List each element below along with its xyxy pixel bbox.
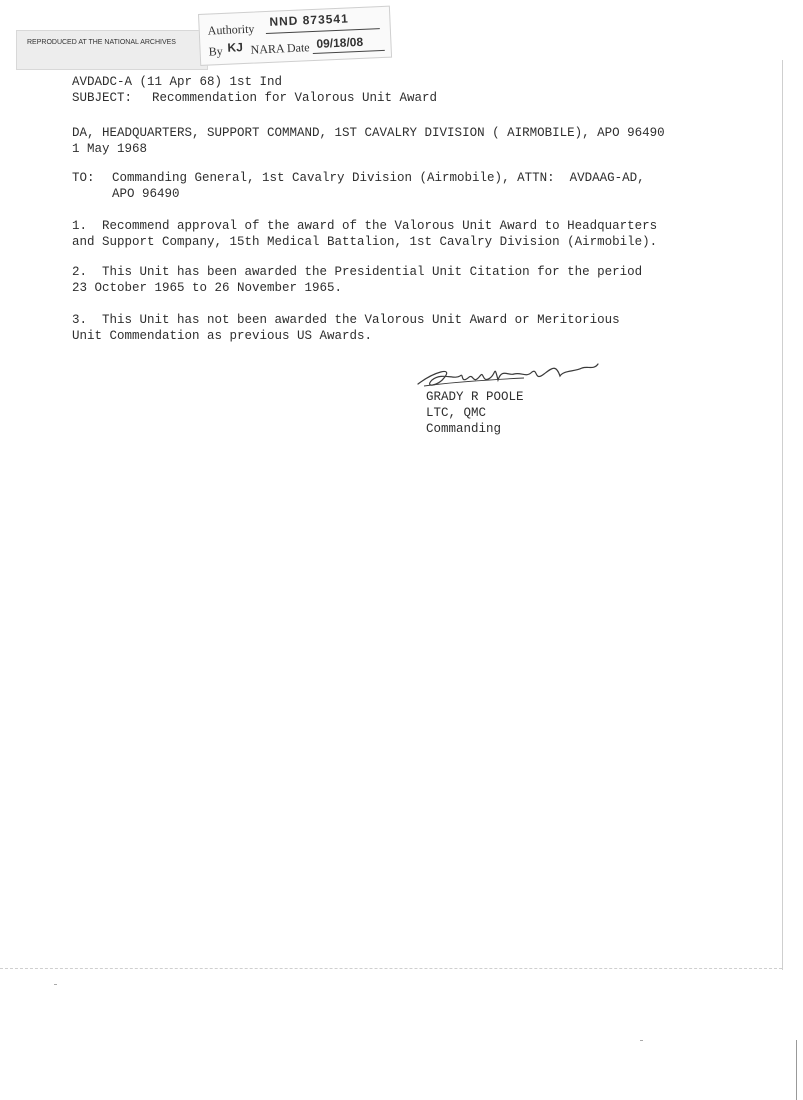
signer-rank: LTC, QMC — [426, 406, 487, 420]
to-line-1: Commanding General, 1st Cavalry Division (Airmobile), ATTN: AVDAAG-AD, — [112, 171, 645, 185]
nara-date-label: NARA Date — [250, 40, 310, 57]
by-label: By — [208, 43, 223, 59]
paragraph-2-line-1: 2. This Unit has been awarded the Presidential Unit Citation for the period — [72, 265, 643, 279]
paragraph-1-line-2: and Support Company, 15th Medical Battalion, 1st Cavalry Division (Airmobile). — [72, 235, 658, 249]
page-edge-right — [782, 60, 783, 970]
paragraph-2-line-2: 23 October 1965 to 26 November 1965. — [72, 281, 343, 295]
paragraph-3-line-2: Unit Commendation as previous US Awards. — [72, 329, 373, 343]
by-value: KJ — [227, 40, 244, 55]
subject-label: SUBJECT: — [72, 91, 133, 105]
paragraph-3-line-1: 3. This Unit has not been awarded the Valorous Unit Award or Meritorious — [72, 313, 620, 327]
subject-text: Recommendation for Valorous Unit Award — [152, 91, 438, 105]
paragraph-1-line-1: 1. Recommend approval of the award of the Valorous Unit Award to Headquarters — [72, 219, 658, 233]
archives-tag — [16, 30, 208, 70]
scan-speck — [54, 984, 57, 985]
authority-stamp — [198, 6, 392, 66]
page-edge-bottom — [0, 968, 782, 969]
to-label: TO: — [72, 171, 95, 185]
from-date: 1 May 1968 — [72, 142, 148, 156]
nara-date-value: 09/18/08 — [316, 34, 364, 51]
from-line-1: DA, HEADQUARTERS, SUPPORT COMMAND, 1ST CAVALRY DIVISION ( AIRMOBILE), APO 96490 — [72, 126, 665, 140]
authority-value: NND 873541 — [269, 11, 350, 29]
reference-line: AVDADC-A (11 Apr 68) 1st Ind — [72, 75, 283, 89]
archives-tag-text: REPRODUCED AT THE NATIONAL ARCHIVES — [27, 39, 176, 46]
to-line-2: APO 96490 — [112, 187, 180, 201]
signer-name: GRADY R POOLE — [426, 390, 524, 404]
authority-label: Authority — [207, 21, 255, 38]
authority-underline — [266, 28, 380, 34]
signer-title: Commanding — [426, 422, 502, 436]
scan-speck — [640, 1040, 643, 1041]
page-edge-corner — [796, 1040, 797, 1100]
